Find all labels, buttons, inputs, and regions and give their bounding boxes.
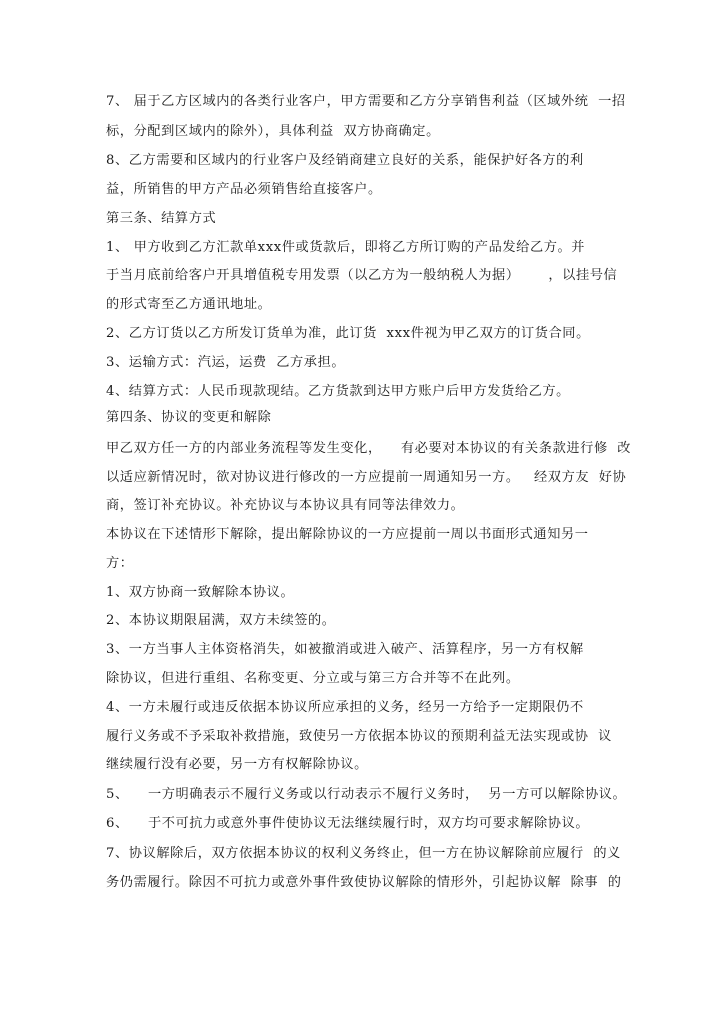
text-line: 8、乙方需要和区域内的行业客户及经销商建立良好的关系，能保护好各方的利 — [106, 153, 584, 168]
text-line: 商，签订补充协议。补充协议与本协议具有同等法律效力。 — [106, 498, 465, 513]
text-line: 4、结算方式：人民币现款现结。乙方货款到达甲方账户后甲方发货给乙方。 — [106, 384, 570, 399]
text-line: 4、一方未履行或违反依据本协议所应承担的义务，经另一方给予一定期限仍不 — [106, 700, 584, 715]
text-line: 5、 一方明确表示不履行义务或以行动表示不履行义务时， 另一方可以解除协议。 — [106, 787, 627, 802]
text-line: 方： — [106, 556, 134, 571]
section-heading: 第四条、协议的变更和解除 — [106, 410, 272, 425]
text-line: 标，分配到区域内的除外），具体利益 双方协商确定。 — [106, 124, 440, 139]
text-line: 的形式寄至乙方通讯地址。 — [106, 297, 272, 312]
text-line: 1、双方协商一致解除本协议。 — [106, 585, 295, 600]
section-heading: 第三条、结算方式 — [106, 211, 217, 226]
text-line: 务仍需履行。除因不可抗力或意外事件致使协议解除的情形外，引起协议解 除事 的 — [106, 875, 622, 890]
text-line: 以适应新情况时，欲对协议进行修改的一方应提前一周通知另一方。 经双方友 好协 — [106, 470, 627, 485]
text-line: 3、运输方式：汽运，运费 乙方承担。 — [106, 355, 346, 370]
text-line: 甲乙双方任一方的内部业务流程等发生变化， 有必要对本协议的有关条款进行修 改 — [106, 441, 632, 456]
text-line: 2、乙方订货以乙方所发订货单为准，此订货 xxx件视为甲乙双方的订货合同。 — [106, 326, 590, 341]
text-line: 6、 于不可抗力或意外事件使协议无法继续履行时，双方均可要求解除协议。 — [106, 816, 590, 831]
text-line: 7、协议解除后，双方依据本协议的权利义务终止，但一方在协议解除前应履行 的义 — [106, 846, 621, 861]
text-line: 于当月底前给客户开具增值税专用发票（以乙方为一般纳税人为据） ，以挂号信 — [106, 268, 618, 283]
text-line: 3、一方当事人主体资格消失，如被撤消或进入破产、活算程序，另一方有权解 — [106, 642, 584, 657]
text-line: 继续履行没有必要，另一方有权解除协议。 — [106, 757, 368, 772]
text-line: 7、 届于乙方区域内的各类行业客户，甲方需要和乙方分享销售利益（区域外统 一招 — [106, 94, 626, 109]
text-line: 益，所销售的甲方产品必须销售给直接客户。 — [106, 182, 382, 197]
text-line: 1、 甲方收到乙方汇款单xxx件或货款后，即将乙方所订购的产品发给乙方。并 — [106, 240, 586, 255]
text-line: 本协议在下述情形下解除，提出解除协议的一方应提前一周以书面形式通知另一 — [106, 527, 589, 542]
text-line: 除协议，但进行重组、名称变更、分立或与第三方合并等不在此列。 — [106, 671, 520, 686]
text-line: 履行义务或不予采取补救措施，致使另一方依据本协议的预期利益无法实现或协 议 — [106, 729, 612, 744]
text-line: 2、本协议期限届满，双方未续签的。 — [106, 613, 336, 628]
